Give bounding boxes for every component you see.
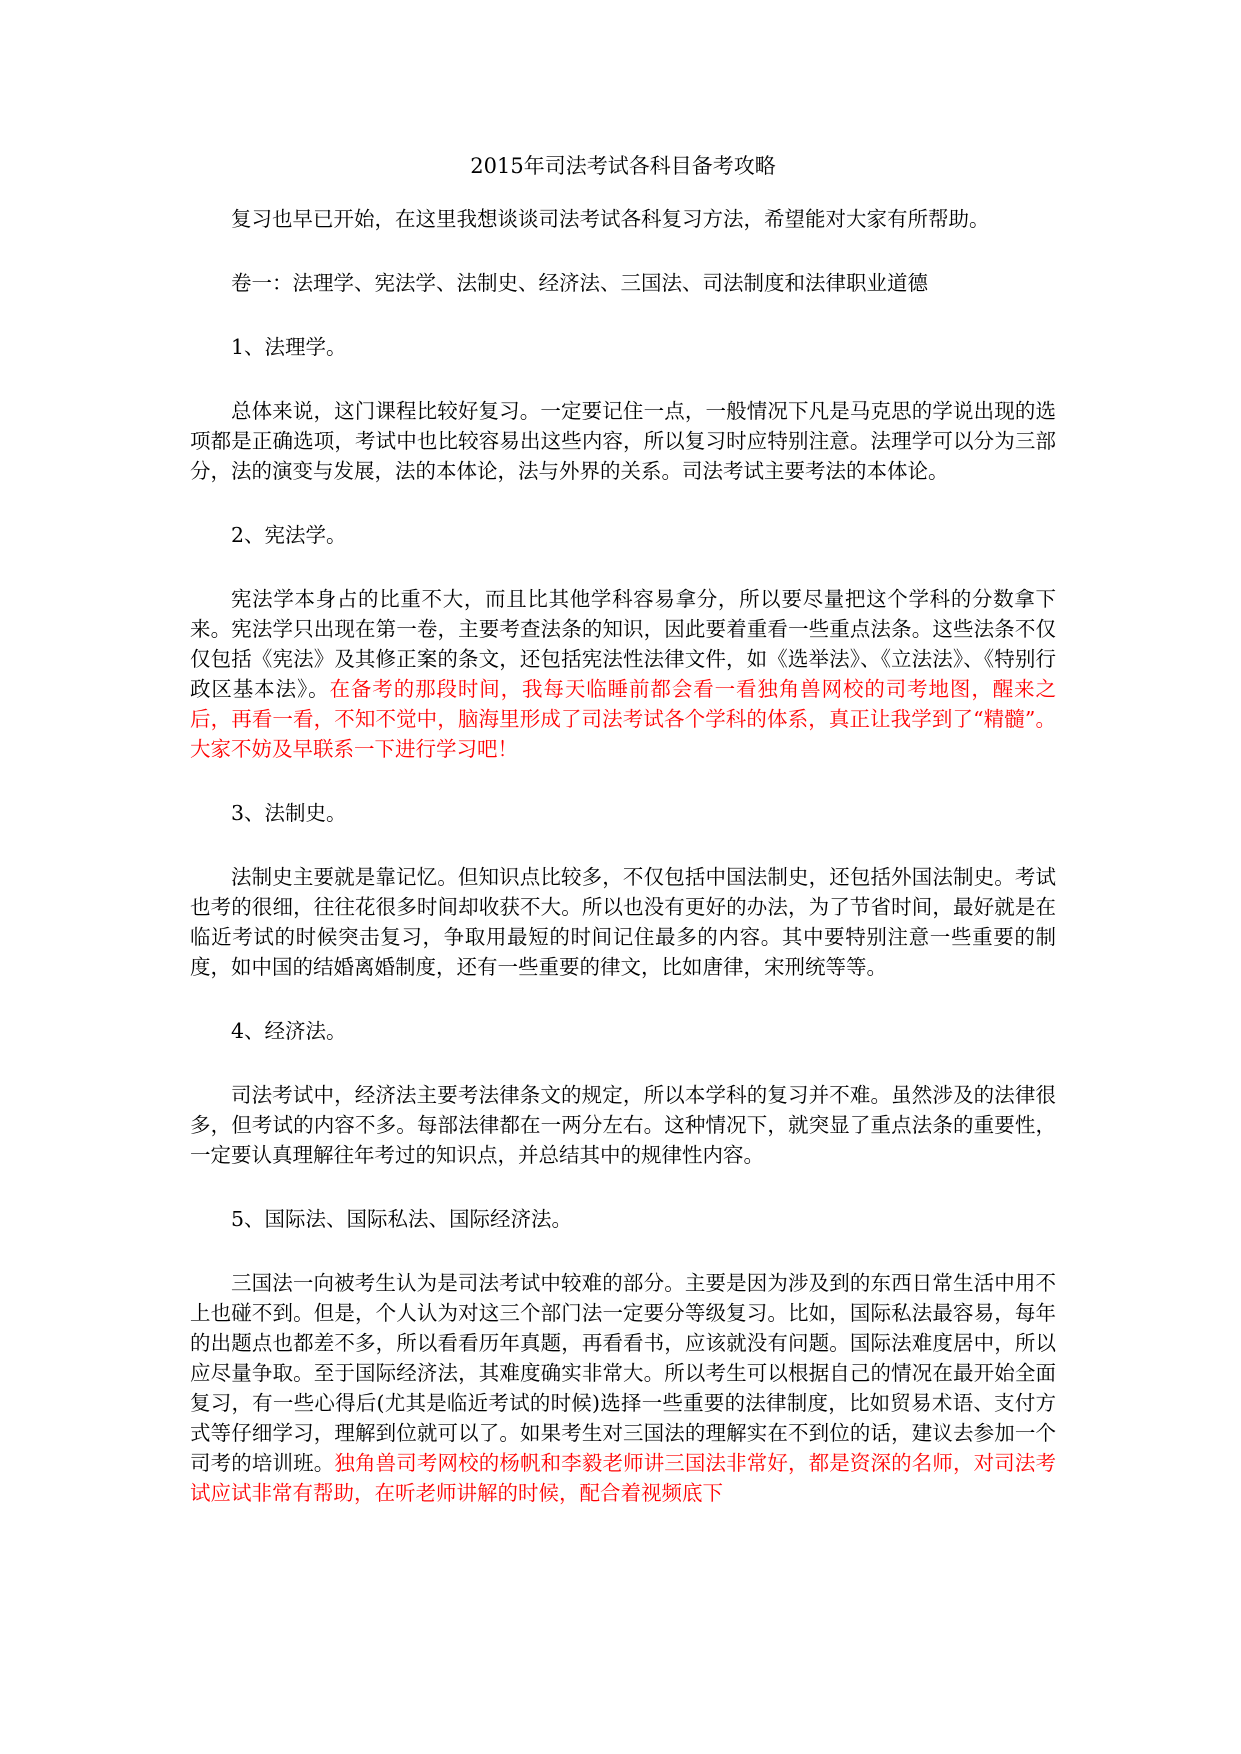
section-heading-legal-history: 3、法制史。	[231, 801, 347, 825]
intro-paragraph: 复习也早已开始，在这里我想谈谈司法考试各科复习方法，希望能对大家有所帮助。	[231, 207, 990, 231]
section-heading-jurisprudence: 1、法理学。	[231, 335, 347, 359]
section-body-constitutional-law	[190, 584, 1056, 764]
section-heading-international-law: 5、国际法、国际私法、国际经济法。	[231, 1207, 573, 1231]
volume-heading: 卷一：法理学、宪法学、法制史、经济法、三国法、司法制度和法律职业道德	[231, 271, 928, 295]
section-body-jurisprudence: 总体来说，这门课程比较好复习。一定要记住一点，一般情况下凡是马克思的学说出现的选项都是正确选项，考试中也比较容易出这些内容，所以复习时应特别注意。法理学可以分为三部分，法的演变与发展，法的本体论，法与外界的关系。司法考试主要考法的本体论。	[190, 399, 1056, 483]
section-body-text: 宪法学本身占的比重不大，而且比其他学科容易拿分，所以要尽量把这个学科的分数拿下来。宪法学只出现在第一卷，主要考查法条的知识，因此要着重看一些重点法条。这些法条不仅仅包括《宪法》及其修正案的条文，还包括宪法性法律文件，如《选举法》、《立法法》、《特别行政区基本法》。	[190, 587, 1056, 701]
section-body-economic-law: 司法考试中，经济法主要考法律条文的规定，所以本学科的复习并不难。虽然涉及的法律很多，但考试的内容不多。每部法律都在一两分左右。这种情况下，就突显了重点法条的重要性，一定要认真理解往年考过的知识点，并总结其中的规律性内容。	[190, 1083, 1056, 1167]
section-body-international-law	[190, 1268, 1056, 1508]
section-heading-economic-law: 4、经济法。	[231, 1019, 347, 1043]
section-body-text: 三国法一向被考生认为是司法考试中较难的部分。主要是因为涉及到的东西日常生活中用不上也碰不到。但是，个人认为对这三个部门法一定要分等级复习。比如，国际私法最容易，每年的出题点也都差不多，所以看看历年真题，再看看书，应该就没有问题。国际法难度居中，所以应尽量争取。至于国际经济法，其难度确实非常大。所以考生可以根据自己的情况在最开始全面复习，有一些心得后(尤其是临近考试的时候)选择一些重要的法律制度，比如贸易术语、支付方式等仔细学习，理解到位就可以了。如果考生对三国法的理解实在不到位的话，建议去参加一个司考的培训班。	[190, 1271, 1056, 1475]
promo-highlight-text: 独角兽司考网校的杨帆和李毅老师讲三国法非常好，都是资深的名师，对司法考试应试非常有帮助，在听老师讲解的时候，配合着视频底下	[190, 1451, 1057, 1505]
document-page	[190, 148, 1056, 1542]
document-title: 2015年司法考试各科目备考攻略	[470, 154, 776, 178]
section-heading-constitutional-law: 2、宪法学。	[231, 523, 347, 547]
promo-highlight-text: 在备考的那段时间，我每天临睡前都会看一看独角兽网校的司考地图，醒来之后，再看一看，不知不觉中，脑海里形成了司法考试各个学科的体系，真正让我学到了“精髓”。大家不妨及早联系一下进行学习吧！	[190, 677, 1057, 761]
section-body-legal-history: 法制史主要就是靠记忆。但知识点比较多，不仅包括中国法制史，还包括外国法制史。考试也考的很细，往往花很多时间却收获不大。所以也没有更好的办法，为了节省时间，最好就是在临近考试的时候突击复习，争取用最短的时间记住最多的内容。其中要特别注意一些重要的制度，如中国的结婚离婚制度，还有一些重要的律文，比如唐律，宋刑统等等。	[190, 865, 1056, 979]
